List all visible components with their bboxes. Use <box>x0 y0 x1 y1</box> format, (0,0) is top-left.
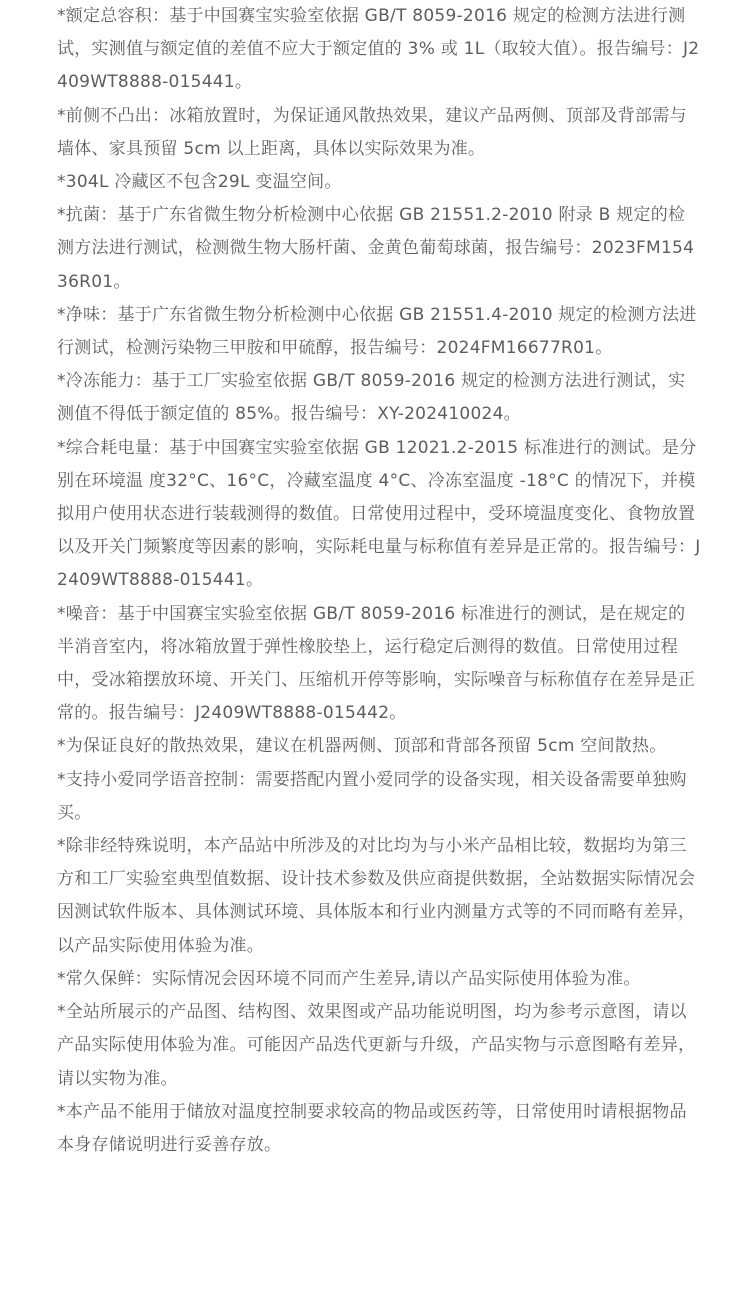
note-heat-dissipation: *为保证良好的散热效果，建议在机器两侧、顶部和背部各预留 5cm 空间散热。 <box>57 736 667 757</box>
note-front-flush: *前侧不凸出：冰箱放置时，为保证通风散热效果，建议产品两侧、顶部及背部需与墙体、家具预留 5cm 以上距离，具体以实际效果为准。 <box>57 105 687 159</box>
note-antibacterial: *抗菌：基于广东省微生物分析检测中心依据 GB 21551.2-2010 附录 B 规定的检测方法进行测试，检测微生物大肠杆菌、金黄色葡萄球菌，报告编号：2023FM15436R01。 <box>57 205 695 292</box>
note-noise: *噪音：基于中国赛宝实验室依据 GB/T 8059-2016 标准进行的测试，是在规定的半消音室内，将冰箱放置于弹性橡胶垫上，运行稳定后测得的数值。日常使用过程中，受冰箱摆放环境、开关门、压缩机开停等影响，实际噪音与标称值存在差异是正常的。报告编号：J2409WT8888-015442。 <box>57 603 696 724</box>
note-voice-control: *支持小爱同学语音控制：需要搭配内置小爱同学的设备实现，相关设备需要单独购买。 <box>57 769 687 823</box>
note-long-freshness: *常久保鲜：实际情况会因环境不同而产生差异,请以产品实际使用体验为准。 <box>57 968 641 989</box>
note-power-consumption: *综合耗电量：基于中国赛宝实验室依据 GB 12021.2-2015 标准进行的测试。是分别在环境温 度32°C、16°C，冷藏室温度 4°C、冷冻室温度 -18°C 的情况下，并模拟用户使用状态进行装载测得的数值。日常使用过程中，受环境温度变化、食物放置以及开关门频繁度等因素的影响，实际耗电量与标称值有差异是正常的。报告编号：J2409WT8888-015441。 <box>57 437 701 591</box>
note-illustration-images: *全站所展示的产品图、结构图、效果图或产品功能说明图，均为参考示意图，请以产品实际使用体验为准。可能因产品迭代更新与升级，产品实物与示意图略有差异，请以实物为准。 <box>57 1002 696 1089</box>
note-fridge-compartment: *304L 冷藏区不包含29L 变温空间。 <box>57 172 342 193</box>
note-comparison-data: *除非经特殊说明，本产品站中所涉及的对比均为与小米产品相比较，数据均为第三方和工厂实验室典型值数据、设计技术参数及供应商提供数据，全站数据实际情况会因测试软件版本、具体测试环境、具体版本和行业内测量方式等的不同而略有差异，以产品实际使用体验为准。 <box>57 836 696 956</box>
note-rated-total-volume: *额定总容积：基于中国赛宝实验室依据 GB/T 8059-2016 规定的检测方法进行测试，实测值与额定值的差值不应大于额定值的 3% 或 1L（取较大值）。报告编号：J2409WT8888-015441。 <box>57 6 700 93</box>
note-storage-limitation: *本产品不能用于储放对温度控制要求较高的物品或医药等，日常使用时请根据物品本身存储说明进行妥善存放。 <box>57 1101 687 1155</box>
note-odor-removal: *净味：基于广东省微生物分析检测中心依据 GB 21551.4-2010 规定的检测方法进行测试，检测污染物三甲胺和甲硫醇，报告编号：2024FM16677R01。 <box>57 304 697 359</box>
disclaimer-notes-list <box>57 0 702 1162</box>
note-freezing-capacity: *冷冻能力：基于工厂实验室依据 GB/T 8059-2016 规定的检测方法进行测试，实测值不得低于额定值的 85%。报告编号：XY-202410024。 <box>57 371 686 425</box>
